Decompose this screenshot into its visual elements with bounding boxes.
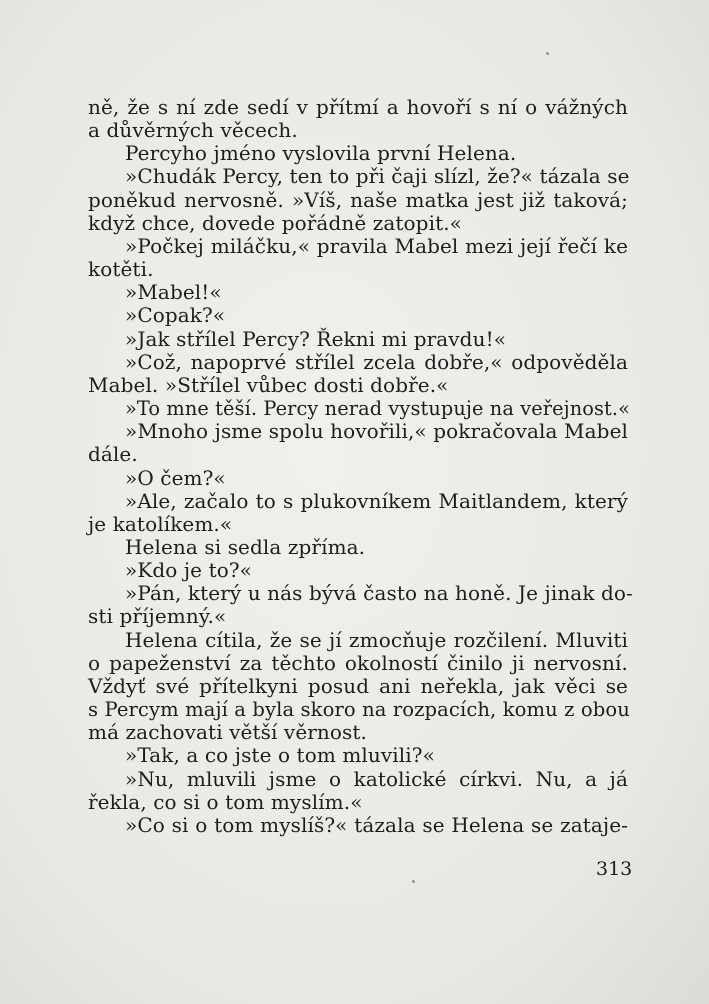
text-line: Helena cítila, že se jí zmocňuje rozčilení. Mluviti [125, 627, 628, 652]
paper-speck [546, 52, 549, 55]
text-line: sti příjemný.« [88, 604, 227, 629]
text-line: má zachovati větší věrnost. [88, 720, 368, 745]
text-line: řekla, co si o tom myslím.« [88, 789, 363, 814]
paper-speck [412, 880, 415, 883]
text-line: »Pán, který u nás bývá často na honě. Je jinak do- [125, 581, 633, 606]
text-line: kotěti. [88, 257, 154, 282]
text-line: »O čem?« [125, 465, 226, 490]
text-line: »Nu, mluvili jsme o katolické církvi. Nu, a já [125, 766, 628, 791]
text-line: »Co si o tom myslíš?« tázala se Helena se zataje- [125, 812, 628, 837]
text-line: ně, že s ní zde sedí v přítmí a hovoří s ní o vážných [88, 95, 628, 119]
text-line: »Mnoho jsme spolu hovořili,« pokračovala Mabel [125, 419, 628, 444]
text-line: Percyho jméno vyslovila první Helena. [125, 141, 517, 166]
text-line: dále. [88, 442, 138, 467]
text-line: »Což, napoprvé střílel zcela dobře,« odpověděla [125, 349, 628, 374]
text-line: »Tak, a co jste o tom mluvili?« [125, 743, 435, 768]
text-line: »To mne těší. Percy nerad vystupuje na veřejnost.« [125, 397, 631, 421]
page-number: 313 [596, 858, 633, 880]
body-text [88, 95, 633, 837]
text-line: Vždyť své přítelkyni posud ani neřekla, jak věci se [88, 673, 628, 698]
text-line: je katolíkem.« [88, 511, 233, 536]
text-line: »Jak střílel Percy? Řekni mi pravdu!« [125, 326, 507, 351]
text-line: »Ale, začalo to s plukovníkem Maitlandem, který [125, 488, 628, 513]
text-line: »Chudák Percy, ten to při čaji slízl, že?« tázala se [125, 164, 630, 189]
text-line: »Copak?« [125, 303, 226, 328]
text-line: když chce, dovede pořádně zatopit.« [88, 210, 462, 235]
text-line: »Mabel!« [125, 280, 222, 305]
text-line: »Počkej miláčku,« pravila Mabel mezi její řečí ke [125, 233, 628, 258]
text-line: a důvěrných věcech. [88, 118, 298, 143]
text-line: Helena si sedla zpříma. [125, 534, 366, 559]
text-line: o papeženství za těchto okolností činilo ji nervosní. [88, 650, 628, 675]
text-line: »Kdo je to?« [125, 558, 253, 583]
text-line: Mabel. »Střílel vůbec dosti dobře.« [88, 372, 449, 397]
text-line: s Percym mají a byla skoro na rozpacích, komu z obou [88, 698, 630, 722]
text-line: poněkud nervosně. »Víš, naše matka jest již taková; [88, 187, 628, 212]
